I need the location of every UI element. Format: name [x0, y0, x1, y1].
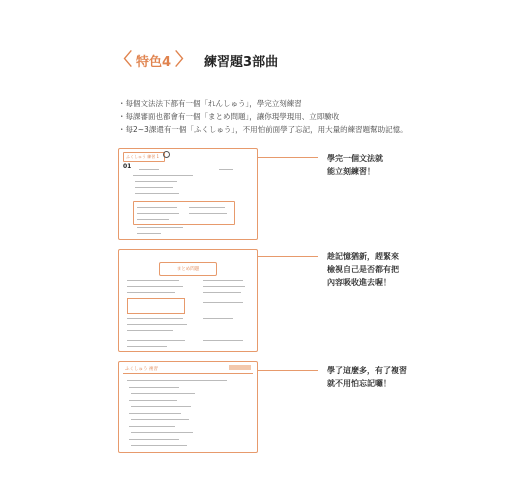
text-line — [129, 400, 177, 401]
recap-page-thumbnail — [118, 361, 258, 453]
text-line — [127, 346, 167, 347]
text-line — [129, 387, 179, 388]
note-line: 趁記憶猶新，趕緊來 — [327, 252, 399, 261]
bullet-item: ・每個文法法下都有一個「れんしゅう」，學完立刻練習 — [118, 99, 302, 108]
text-line — [127, 324, 187, 325]
text-line — [137, 207, 177, 208]
text-line — [189, 213, 227, 214]
review-header — [159, 262, 217, 276]
text-line — [137, 213, 179, 214]
feature-note — [327, 250, 399, 289]
exercise-box — [127, 298, 185, 314]
text-line — [129, 413, 181, 414]
practice-tab-label: ふくしゅう 練習 1 — [126, 153, 160, 159]
text-line — [137, 233, 161, 234]
text-line — [219, 169, 233, 170]
recap-lesson-tag — [229, 365, 251, 370]
feature-bullets — [118, 97, 448, 136]
text-line — [131, 406, 191, 407]
text-line — [129, 439, 179, 440]
text-line — [127, 280, 179, 281]
text-line — [203, 340, 243, 341]
review-page-thumbnail — [118, 249, 258, 352]
review-header-label: まとめ問題 — [176, 266, 200, 272]
text-line — [127, 286, 183, 287]
text-line — [203, 302, 243, 303]
practice-page-thumbnail — [118, 148, 258, 240]
text-line — [131, 432, 193, 433]
text-line — [139, 169, 159, 170]
feature-note — [327, 152, 383, 178]
text-line — [131, 393, 195, 394]
page-title: 練習題3部曲 — [204, 54, 279, 70]
text-line — [203, 280, 243, 281]
text-line — [135, 193, 179, 194]
note-line: 學了這麼多，有了複習 — [327, 366, 407, 375]
feature-label: 特色4 — [136, 54, 172, 70]
section-title — [115, 50, 278, 70]
note-line: 就不用怕忘記囉！ — [327, 379, 391, 388]
recap-tag-label: ふくしゅう 複習 — [125, 367, 158, 372]
connector-line — [258, 157, 318, 158]
text-line — [137, 219, 169, 220]
text-line — [203, 318, 233, 319]
title-close-bracket: 〉 — [175, 49, 193, 70]
text-line — [127, 318, 183, 319]
bullet-item: ・每2~3課還有一個「ふくしゅう」，不用怕前面學了忘記，用大量的練習題幫助記憶。 — [118, 125, 408, 134]
text-line — [135, 181, 177, 182]
text-line — [127, 292, 175, 293]
note-line: 內容吸收進去喔！ — [327, 278, 391, 287]
grammar-number: 01 — [123, 163, 132, 170]
text-line — [133, 175, 193, 176]
note-line: 能立刻練習！ — [327, 167, 375, 176]
connector-line — [258, 256, 318, 257]
text-line — [137, 227, 183, 228]
feature-note — [327, 364, 407, 390]
connector-line — [258, 370, 318, 371]
practice-icon — [163, 151, 170, 158]
text-line — [131, 445, 187, 446]
text-line — [129, 426, 175, 427]
text-line — [203, 292, 241, 293]
bullet-item: ・每課審面也都會有一個「まとめ問題」，讓你現學現用、立即驗收 — [118, 112, 340, 121]
text-line — [127, 340, 185, 341]
title-open-bracket: 〈 — [115, 49, 132, 70]
note-line: 檢視自己是否都有把 — [327, 265, 399, 274]
text-line — [127, 380, 227, 381]
text-line — [127, 330, 173, 331]
text-line — [203, 286, 245, 287]
note-line: 學完一個文法就 — [327, 154, 383, 163]
text-line — [131, 419, 189, 420]
text-line — [189, 207, 225, 208]
text-line — [135, 187, 173, 188]
